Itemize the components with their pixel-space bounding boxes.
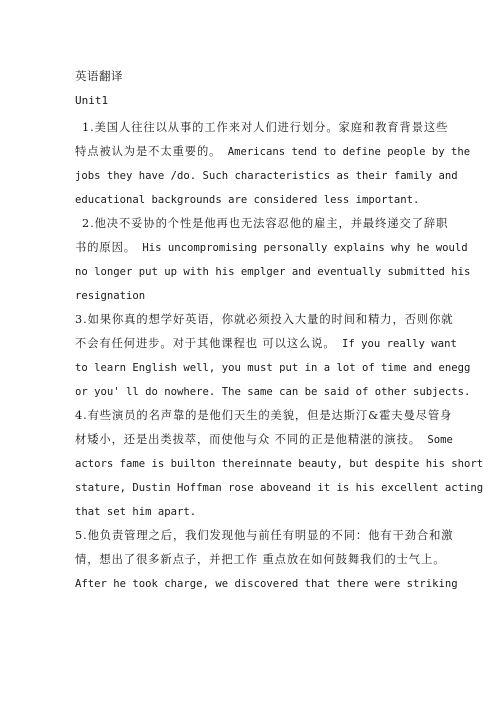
unit-heading: Unit1 [75,94,109,107]
p1-line-2: 特点被认为是不太重要的。 Americans tend to define people by the [75,145,471,158]
p3-line-3: to learn English well, you must put in a lot of time and enegg [75,362,471,374]
p2-line-1: 2.他决不妥协的个性是他再也无法容忍他的雇主，并最终递交了辞职 [82,217,449,230]
p1-line-4: educational backgrounds are considered less important. [75,194,420,206]
p4-line-5: that set him apart. [75,506,197,518]
p2-line-2: 书的原因。 His uncompromising personally explains why he would [75,241,468,254]
p4-line-2: 材矮小，还是出类拔萃，而使他与众 不同的正是他精湛的演技。 Some [75,433,453,446]
p5-line-2: 情，想出了很多新点子，并把工作 重点放在如何鼓舞我们的士气上。 [75,553,446,566]
p5-line-3: After he took charge, we discovered that there were striking [75,578,458,590]
p3-line-4: or you' ll do nowhere. The same can be said of other subjects. [75,386,471,398]
p2-line-3: no longer put up with his emplger and eventually submitted his [75,266,471,278]
p4-line-4: stature, Dustin Hoffman rose aboveand it is his excellent acting [75,482,484,494]
p2-line-4: resignation [75,290,146,302]
p3-line-2: 不会有任何进步。对于其他课程也 可以这么说。 If you really want [75,337,457,350]
p4-line-1: 4.有些演员的名声靠的是他们天生的美貌，但是达斯汀&霍夫曼尽管身 [75,409,453,422]
p1-line-3: jobs they have /do. Such characteristics as their family and [75,170,458,182]
p4-line-3: actors fame is builton thereinnate beauty, but despite his short [75,458,484,470]
p1-line-1: 1.美国人往往以从事的工作来对人们进行划分。家庭和教育背景这些 [82,121,449,134]
p3-line-1: 3.如果你真的想学好英语，你就必须投入大量的时间和精力，否则你就 [75,313,454,326]
document-title: 英语翻译 [75,69,123,83]
p5-line-1: 5.他负责管理之后，我们发现他与前任有明显的不同：他有干劲合和激 [75,529,454,542]
